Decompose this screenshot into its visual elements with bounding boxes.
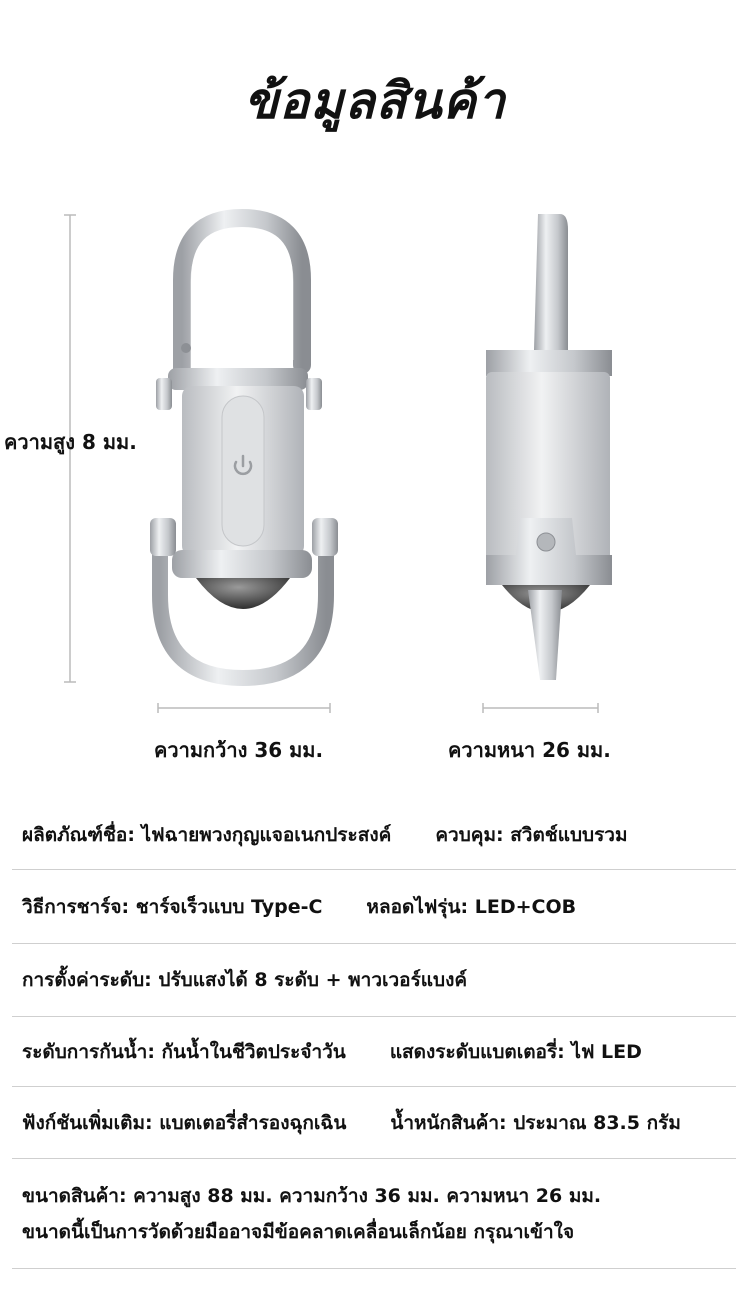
spec-table (12, 800, 736, 1269)
product-figure (0, 200, 750, 762)
spec-levels: การตั้งค่าระดับ: ปรับแสงได้ 8 ระดับ + พาวเวอร์แบงค์ (22, 969, 468, 991)
spec-waterproof: ระดับการกันน้ำ: กันน้ำในชีวิตประจำวัน (22, 1040, 346, 1063)
thickness-dimension-line (483, 703, 598, 713)
height-label: ความสูง 8 มม. (4, 430, 137, 454)
spec-row (12, 1159, 736, 1269)
spec-row (12, 1017, 736, 1087)
product-illustration (0, 200, 750, 720)
spec-row (12, 1087, 736, 1159)
front-view (150, 218, 338, 678)
spec-charging: วิธีการชาร์จ: ชาร์จเร็วแบบ Type-C (22, 895, 323, 918)
spec-control: ควบคุม: สวิตช์แบบรวม (435, 823, 628, 846)
width-dimension-line (158, 703, 330, 713)
width-label: ความกว้าง 36 มม. (154, 738, 324, 762)
spec-row (12, 870, 736, 944)
spec-battery-display: แสดงระดับแบตเตอรี่: ไฟ LED (389, 1040, 642, 1063)
spec-row (12, 944, 736, 1017)
spec-size-note: ขนาดนี้เป็นการวัดด้วยมืออาจมีข้อคลาดเคลื่อนเล็กน้อย กรุณาเข้าใจ (22, 1220, 575, 1243)
spec-row (12, 800, 736, 870)
thickness-label: ความหนา 26 มม. (448, 738, 611, 762)
spec-weight: น้ำหนักสินค้า: ประมาณ 83.5 กรัม (390, 1111, 681, 1134)
spec-bulb: หลอดไฟรุ่น: LED+COB (366, 895, 577, 918)
spec-size: ขนาดสินค้า: ความสูง 88 มม. ความกว้าง 36 มม. ความหนา 26 มม. (22, 1184, 602, 1207)
spec-product-name: ผลิตภัณฑ์ชื่อ: ไฟฉายพวงกุญแจอเนกประสงค์ (22, 823, 392, 846)
spec-extra-function: ฟังก์ชันเพิ่มเติม: แบตเตอรี่สำรองฉุกเฉิน (22, 1111, 347, 1134)
page-title: ข้อมูลสินค้า (243, 72, 507, 130)
side-view (486, 214, 612, 680)
